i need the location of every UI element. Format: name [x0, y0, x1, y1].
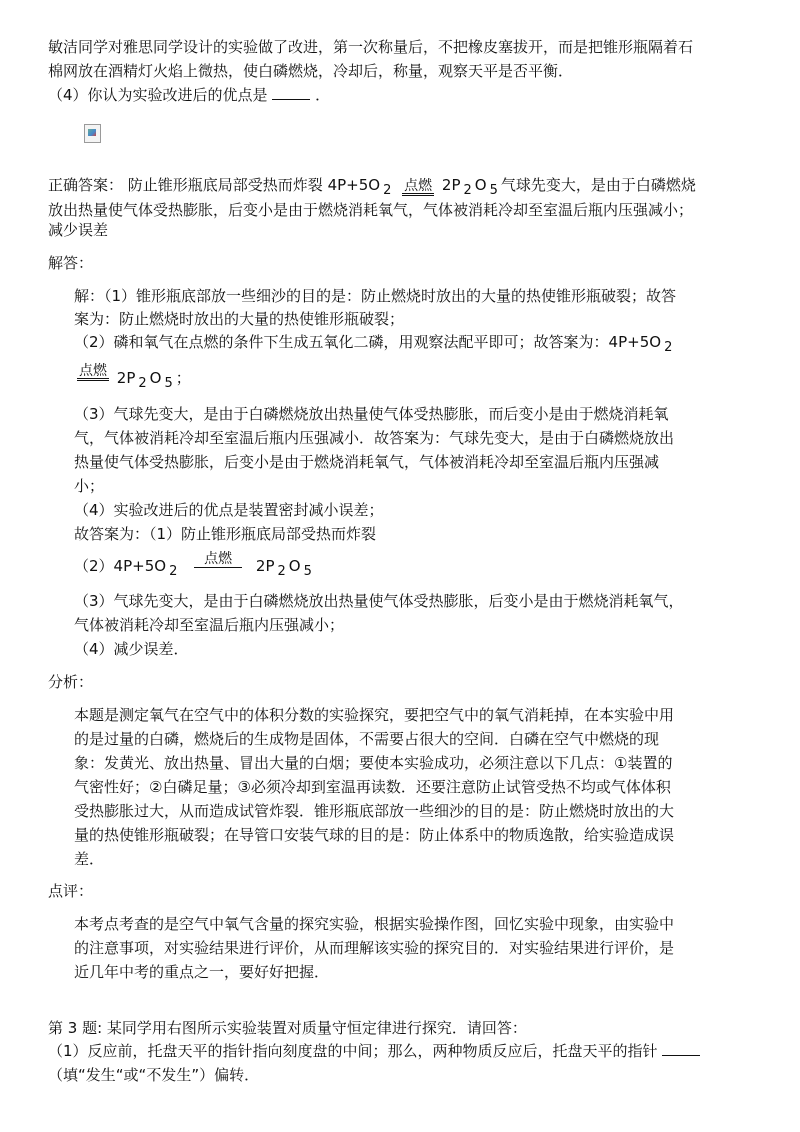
- analysis-line-6: 量的热使锥形瓶破裂；在导管口安装气球的目的是：防止体系中的物质逸散，给实验造成误: [74, 826, 675, 844]
- answer-line-10: 故答案为：（1）防止锥形瓶底局部受热而炸裂: [74, 525, 377, 543]
- comment-line-1: 本考点考查的是空气中氧气含量的探究实验，根据实验操作图，回忆实验中现象，由实验中: [74, 915, 675, 933]
- q2-text-line-2: 棉网放在酒精灯火焰上微热，使白磷燃烧，冷却后，称量，观察天平是否平衡．: [48, 62, 574, 80]
- answer-line-12: （3）气球先变大，是由于白磷燃烧放出热量使气体受热膨胀，后变小是由于燃烧消耗氧气，: [74, 592, 684, 610]
- reaction-arrow: 点燃: [79, 363, 107, 379]
- answer-line-8: 小；: [74, 477, 105, 495]
- comment-line-2: 的注意事项，对实验结果进行评价，从而理解该实验的探究目的．对实验结果进行评价，是: [74, 939, 675, 957]
- q3-sub1-line-1: （1）反应前，托盘天平的指针指向刻度盘的中间；那么，两种物质反应后，托盘天平的指针: [48, 1039, 700, 1063]
- analysis-line-3: 象：发黄光、放出热量、冒出大量的白烟；要使本实验成功，必须注意以下几点：①装置的: [74, 754, 673, 772]
- comment-line-3: 近几年中考的重点之一，要好好把握．: [74, 963, 330, 981]
- correct-answer-line-1: 正确答案： 防止锥形瓶底局部受热而炸裂 4P+5O 2 点燃 2P 2 O 5 气球先变大，是由于白磷燃烧: [48, 176, 696, 198]
- q3-title: 第 3 题: 某同学用右图所示实验装置对质量守恒定律进行探究．请回答：: [48, 1019, 527, 1037]
- broken-image-icon: [84, 124, 101, 143]
- analysis-line-2: 的是过量的白磷，燃烧后的生成物是固体，不需要占很大的空间．白磷在空气中燃烧的现: [74, 730, 660, 748]
- answer-label: 解答：: [48, 254, 94, 272]
- answer-line-11: （2）4P+5O 2 点燃 2P 2 O 5: [74, 551, 312, 579]
- q2-sub4-question: （4）你认为实验改进后的优点是 ．: [48, 83, 330, 107]
- analysis-line-4: 气密性好；②白磷足量；③必须冷却到室温再读数．还要注意防止试管受热不均或气体体积: [74, 778, 671, 796]
- correct-answer-line-2: 放出热量使气体受热膨胀，后变小是由于燃烧消耗氧气，气体被消耗冷却至室温后瓶内压强减小；: [48, 201, 694, 219]
- answer-line-4: 点燃 2P 2 O 5 ；: [74, 366, 191, 390]
- q3-sub1-line-2: （填“发生“或“不发生”）偏转．: [48, 1066, 260, 1084]
- answer-line-3: （2）磷和氧气在点燃的条件下生成五氧化二磷，用观察法配平即可；故答案为：4P+5O 2: [74, 333, 673, 355]
- answer-line-14: （4）减少误差．: [74, 640, 189, 658]
- correct-answer-line-3: 减少误差: [48, 221, 109, 239]
- answer-line-5: （3）气球先变大，是由于白磷燃烧放出热量使气体受热膨胀，而后变小是由于燃烧消耗氧: [74, 405, 669, 423]
- answer-blank: [272, 83, 310, 100]
- comment-label: 点评：: [48, 882, 94, 900]
- correct-answer-label: 正确答案：: [48, 176, 124, 194]
- answer-line-13: 气体被消耗冷却至室温后瓶内压强减小；: [74, 616, 345, 634]
- answer-line-9: （4）实验改进后的优点是装置密封减小误差；: [74, 501, 384, 519]
- analysis-line-5: 受热膨胀过大，从而造成试管炸裂．锥形瓶底部放一些细沙的目的是：防止燃烧时放出的大: [74, 802, 675, 820]
- answer-line-7: 热量使气体受热膨胀，后变小是由于燃烧消耗氧气，气体被消耗冷却至室温后瓶内压强减: [74, 453, 660, 471]
- analysis-line-1: 本题是测定氧气在空气中的体积分数的实验探究，要把空气中的氧气消耗掉，在本实验中用: [74, 706, 675, 724]
- answer-line-6: 气，气体被消耗冷却至室温后瓶内压强减小．故答案为：气球先变大，是由于白磷燃烧放出: [74, 429, 675, 447]
- answer-line-1: 解：（1）锥形瓶底部放一些细沙的目的是：防止燃烧时放出的大量的热使锥形瓶破裂；故答: [74, 287, 677, 305]
- reaction-arrow: 点燃: [191, 552, 245, 568]
- analysis-line-7: 差．: [74, 850, 105, 868]
- reaction-arrow: 点燃: [404, 178, 433, 194]
- answer-line-2: 案为：防止燃烧时放出的大量的热使锥形瓶破裂；: [74, 310, 405, 328]
- answer-blank: [662, 1039, 700, 1056]
- analysis-label: 分析：: [48, 673, 94, 691]
- q2-text-line-1: 敏洁同学对雅思同学设计的实验做了改进，第一次称量后，不把橡皮塞拔开，而是把锥形瓶隔着石: [48, 38, 694, 56]
